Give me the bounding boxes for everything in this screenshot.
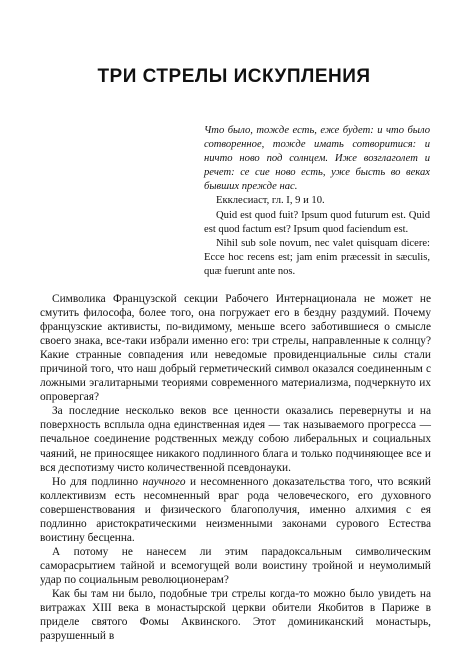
epigraph-russian: Что было, тожде есть, еже будет: и что было сотворенное, тожде имать сотворитися: и ничто ново под солнцем. Иже возглаголет и речет: се сие ново есть, уже бысть во веках бывших прежде нас. bbox=[204, 125, 430, 193]
epigraph-latin-2: Nihil sub sole novum, nec valet quisquam dicere: Ecce hoc recens est; jam enim præcessit in sæculis, quæ fuerunt ante nos. bbox=[204, 237, 430, 277]
paragraph-3-start: Но для подлинно bbox=[52, 475, 143, 488]
epigraph-latin-1: Quid est quod fuit? Ipsum quod futurum est. Quid est quod factum est? Ipsum quod faciendum est. bbox=[204, 209, 430, 235]
paragraph-4: А потому не нанесем ли этим парадоксальным символическим саморасрытием тайной и всемогущей воли воистину тройной и неумолимый удар по социальным революционерам? bbox=[40, 545, 431, 586]
chapter-title: ТРИ СТРЕЛЫ ИСКУПЛЕНИЯ bbox=[97, 66, 371, 87]
epigraph-source: Екклесиаст, гл. I, 9 и 10. bbox=[216, 195, 325, 207]
paragraph-5: Как бы там ни было, подобные три стрелы когда-то можно было увидеть на витражах XIII века в монастырской церкви обители Якобитов в Париже в приделе святого Фомы Аквинского. Этот доминиканский монастырь, разрушенный в bbox=[40, 587, 431, 643]
paragraph-2: За последние несколько веков все ценности оказались перевернуты и на поверхность всплыла одна единственная идея — так называемого прогресса — печальное соединение родственных между собою либеральных и социальных чаяний, не приносящее никакого подлинного блага и только подчиняющее все и вся деспотизму чисто количественной псевдонауки. bbox=[40, 405, 431, 474]
main-text bbox=[40, 292, 431, 643]
paragraph-3-rest: и несомненного доказательства того, что всякий коллективизм есть несомненный враг рода человеческого, его духовного совершенствования и физического благополучия, именно алхимия с ея подлинно аристократическими неизменными законами сурового Естества воистину бесценна. bbox=[40, 475, 431, 544]
paragraph-3 bbox=[40, 475, 431, 545]
paragraph-1: Символика Французской секции Рабочего Интернационала не может не смутить философа, более того, она погружает его в бездну раздумий. Почему французские активисты, по-видимому, меньше всего заботившиеся о смысле своего знака, все-таки избрали именно его: три стрелы, направленные к солнцу? Какие странные совпадения или неведомые провиденциальные силы стали причиной того, что наш добрый герметический символ оказался соединенным с ложными эгалитарными теориями современного материализма, подчеркнуто их опровергая? bbox=[40, 293, 431, 404]
italic-scientific: научного bbox=[142, 475, 186, 488]
epigraph bbox=[204, 124, 430, 279]
